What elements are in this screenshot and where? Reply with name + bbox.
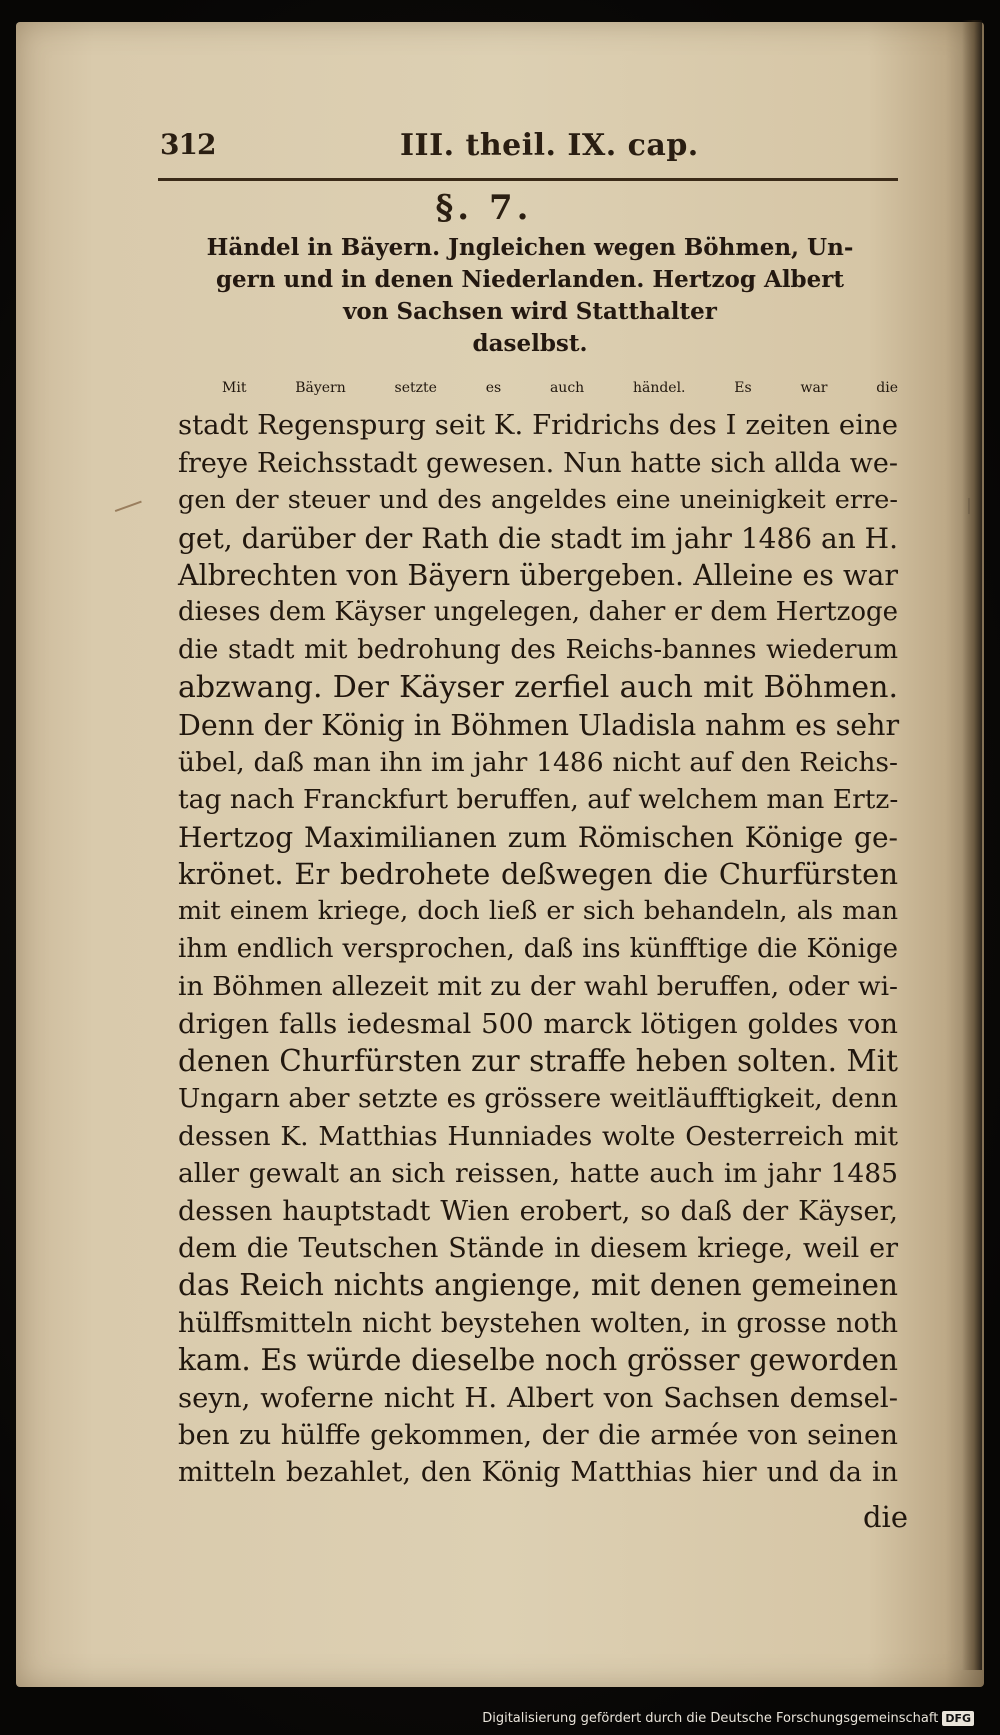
credit-text: Digitalisierung gefördert durch die Deutsche Forschungsgemeinschaft — [482, 1710, 939, 1726]
heading-line: von Sachsen wird Statthalter — [343, 298, 717, 325]
heading-line: Händel in Bäyern. Jngleichen wegen Böhmen, Un- — [206, 234, 854, 261]
text-line: hülffsmitteln nicht beystehen wolten, in grosse noth — [178, 1307, 898, 1339]
text-line: Ungarn aber setzte es grössere weitläufftigkeit, denn — [178, 1083, 898, 1115]
text-line: krönet. Er bedrohete deßwegen die Churfürsten — [178, 857, 898, 892]
running-head — [160, 128, 920, 172]
header-rule — [158, 178, 898, 181]
text-line: abzwang. Der Käyser zerfiel auch mit Böhmen. — [178, 670, 898, 706]
text-line: Mit Bäyern setzte es auch händel. Es war die — [222, 380, 898, 396]
text-line: freye Reichsstadt gewesen. Nun hatte sich allda we- — [178, 447, 898, 479]
text-line: mit einem kriege, doch ließ er sich behandeln, als man — [178, 896, 898, 927]
page-number: 312 — [160, 128, 216, 161]
heading-line: daselbst. — [472, 330, 588, 357]
text-line: tag nach Franckfurt beruffen, auf welchem man Ertz- — [178, 784, 899, 816]
text-line: dieses dem Käyser ungelegen, daher er dem Hertzoge — [178, 597, 898, 628]
catchword: die — [862, 1500, 908, 1534]
text-line: denen Churfürsten zur straffe heben solten. Mit — [178, 1044, 898, 1079]
text-line: gen der steuer und des angeldes eine uneinigkeit erre- — [178, 485, 898, 516]
body-text — [178, 370, 898, 1492]
heading-line: gern und in denen Niederlanden. Hertzog Albert — [215, 266, 845, 293]
margin-mark — [968, 498, 970, 514]
text-line: get, darüber der Rath die stadt im jahr 1486 an H. — [178, 521, 898, 555]
text-line: Denn der König in Böhmen Uladisla nahm es sehr — [178, 708, 900, 742]
text-line: Albrechten von Bäyern übergeben. Alleine es war — [178, 558, 898, 592]
text-line: die stadt mit bedrohung des Reichs-bannes wiederum — [178, 634, 898, 665]
text-line: dessen K. Matthias Hunniades wolte Oesterreich mit — [178, 1120, 898, 1152]
text-line: das Reich nichts angienge, mit denen gemeinen — [178, 1268, 898, 1303]
text-line: kam. Es würde dieselbe noch grösser geworden — [178, 1343, 898, 1378]
text-line: Hertzog Maximilianen zum Römischen Könige ge- — [178, 820, 898, 854]
section-mark: §. 7. — [435, 188, 533, 228]
text-line: stadt Regenspurg seit K. Fridrichs des I zeiten eine — [178, 409, 898, 442]
digitization-credit — [482, 1707, 974, 1729]
text-line: ben zu hülffe gekommen, der die armée von seinen — [178, 1418, 898, 1451]
text-line: in Böhmen allezeit mit zu der wahl beruffen, oder wi- — [178, 971, 898, 1003]
text-line: aller gewalt an sich reissen, hatte auch im jahr 1485 — [178, 1158, 898, 1190]
text-line: dessen hauptstadt Wien erobert, so daß der Käyser, — [178, 1195, 898, 1227]
text-line: drigen falls iedesmal 500 marck lötigen goldes von — [178, 1007, 898, 1040]
dfg-logo: DFG — [942, 1711, 974, 1726]
text-line: dem die Teutschen Stände in diesem kriege, weil er — [178, 1232, 898, 1264]
text-line: seyn, woferne nicht H. Albert von Sachsen demsel- — [178, 1381, 898, 1414]
text-line: ihm endlich versprochen, daß ins künfftige die Könige — [178, 933, 898, 964]
page-gutter-shadow — [962, 20, 982, 1670]
running-title: III. theil. IX. cap. — [400, 128, 699, 163]
text-line: mitteln bezahlet, den König Matthias hier und da in — [178, 1457, 898, 1489]
text-line: übel, daß man ihn im jahr 1486 nicht auf den Reichs- — [178, 746, 898, 778]
section-heading — [175, 232, 885, 360]
